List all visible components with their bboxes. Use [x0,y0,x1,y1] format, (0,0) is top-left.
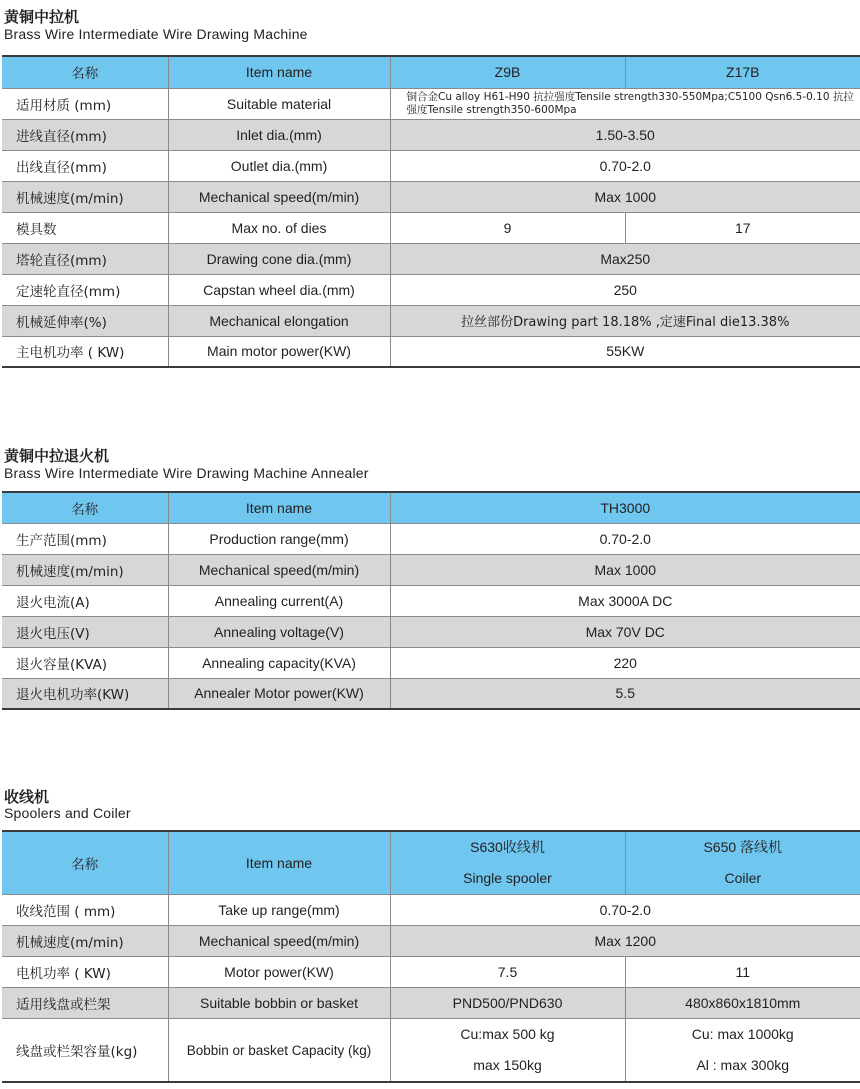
row-label-zh: 机械延伸率(%) [2,305,168,336]
row-value: 0.70-2.0 [390,150,860,181]
table-row [2,585,860,616]
row-label-en: Take up range(mm) [168,895,390,926]
row-value: 5.5 [390,678,860,709]
table-row [2,88,860,119]
table-header-row [2,831,860,895]
row-label-en: Motor power(KW) [168,957,390,988]
section2-title-zh: 黄铜中拉退火机 [4,447,110,465]
section1-spec-table [2,55,860,368]
row-label-zh: 线盘或栏架容量(kg) [2,1019,168,1083]
header-s650-en: Coiler [724,870,762,886]
table-row [2,274,860,305]
section2-spec-table [2,491,860,710]
row-value-s630: 7.5 [390,957,625,988]
row-label-en: Mechanical speed(m/min) [168,554,390,585]
row-label-zh: 退火电机功率(KW) [2,678,168,709]
row-label-en: Annealing voltage(V) [168,616,390,647]
row-label-en: Suitable material [168,88,390,119]
row-label-en: Capstan wheel dia.(mm) [168,274,390,305]
table-row [2,616,860,647]
row-value: 0.70-2.0 [390,523,860,554]
row-label-zh: 收线范围 ( mm) [2,895,168,926]
row-value: 220 [390,647,860,678]
section3-title-en: Spoolers and Coiler [4,805,131,821]
section3-title-zh: 收线机 [4,788,50,806]
header-model-th3000: TH3000 [390,492,860,523]
table-row [2,181,860,212]
row-label-en: Mechanical speed(m/min) [168,181,390,212]
header-item-name: Item name [168,831,390,895]
row-label-en: Mechanical elongation [168,305,390,336]
table-row [2,554,860,585]
section1-title-zh: 黄铜中拉机 [4,8,80,26]
row-label-zh: 退火容量(KVA) [2,647,168,678]
row-value-z17b: 17 [625,212,860,243]
row-value: Max250 [390,243,860,274]
row-label-en: Annealing capacity(KVA) [168,647,390,678]
row-value: 1.50-3.50 [390,119,860,150]
row-value: 拉丝部份Drawing part 18.18% ,定速Final die13.38% [390,305,860,336]
row-label-en: Bobbin or basket Capacity (kg) [168,1019,390,1083]
table-row [2,119,860,150]
capacity-al-s650: Al : max 300kg [696,1057,790,1073]
row-label-zh: 适用线盘或栏架 [2,988,168,1019]
row-label-en: Main motor power(KW) [168,336,390,367]
row-label-zh: 生产范围(mm) [2,523,168,554]
header-name-zh: 名称 [2,492,168,523]
row-label-en: Annealer Motor power(KW) [168,678,390,709]
table-row [2,243,860,274]
row-label-en: Production range(mm) [168,523,390,554]
row-value-s650: 11 [625,957,860,988]
row-label-zh: 电机功率 ( KW) [2,957,168,988]
table-row [2,988,860,1019]
row-value: 250 [390,274,860,305]
table-row [2,336,860,367]
row-label-en: Suitable bobbin or basket [168,988,390,1019]
table-row [2,212,860,243]
row-label-zh: 出线直径(mm) [2,150,168,181]
row-label-zh: 塔轮直径(mm) [2,243,168,274]
row-value: Max 70V DC [390,616,860,647]
row-value: Max 3000A DC [390,585,860,616]
section1-title-en: Brass Wire Intermediate Wire Drawing Machine [4,26,308,42]
row-label-zh: 模具数 [2,212,168,243]
table-row [2,926,860,957]
table-row [2,1019,860,1083]
row-value: Max 1200 [390,926,860,957]
row-value: Max 1000 [390,181,860,212]
capacity-cu-s630: Cu:max 500 kg [460,1026,555,1042]
row-label-en: Max no. of dies [168,212,390,243]
table-row [2,957,860,988]
section2-title-en: Brass Wire Intermediate Wire Drawing Machine Annealer [4,465,369,481]
row-value-s630 [390,1019,625,1083]
table-row [2,523,860,554]
header-item-name: Item name [168,492,390,523]
row-value-s650 [625,1019,860,1083]
capacity-al-s630: max 150kg [473,1057,542,1073]
row-label-en: Annealing current(A) [168,585,390,616]
header-name-zh: 名称 [2,831,168,895]
row-label-zh: 定速轮直径(mm) [2,274,168,305]
header-model-s630 [390,831,625,895]
header-s630-zh: S630收线机 [470,839,545,855]
row-label-en: Drawing cone dia.(mm) [168,243,390,274]
row-label-zh: 适用材质 (mm) [2,88,168,119]
table-row [2,150,860,181]
row-label-zh: 退火电流(A) [2,585,168,616]
header-item-name: Item name [168,56,390,88]
header-s630-en: Single spooler [463,870,552,886]
row-label-en: Mechanical speed(m/min) [168,926,390,957]
header-model-s650 [625,831,860,895]
header-s650-zh: S650 落线机 [703,839,783,855]
row-label-zh: 机械速度(m/min) [2,926,168,957]
header-model-z17b: Z17B [625,56,860,88]
row-label-en: Outlet dia.(mm) [168,150,390,181]
row-value-s650: 480x860x1810mm [625,988,860,1019]
row-value: Max 1000 [390,554,860,585]
table-row [2,647,860,678]
row-value: 铜合金Cu alloy H61-H90 抗拉强度Tensile strength330-550Mpa;C5100 Qsn6.5-0.10 抗拉强度Tensile strength350-600Mpa [390,88,860,119]
header-name-zh: 名称 [2,56,168,88]
row-value: 0.70-2.0 [390,895,860,926]
capacity-cu-s650: Cu: max 1000kg [691,1026,794,1042]
table-row [2,895,860,926]
header-model-z9b: Z9B [390,56,625,88]
row-label-zh: 进线直径(mm) [2,119,168,150]
row-label-zh: 机械速度(m/min) [2,554,168,585]
row-label-zh: 主电机功率 ( KW) [2,336,168,367]
row-label-en: Inlet dia.(mm) [168,119,390,150]
table-row [2,305,860,336]
row-label-zh: 退火电压(V) [2,616,168,647]
row-label-zh: 机械速度(m/min) [2,181,168,212]
row-value: 55KW [390,336,860,367]
row-value-z9b: 9 [390,212,625,243]
table-header-row [2,492,860,523]
table-row [2,678,860,709]
table-header-row [2,56,860,88]
section3-spec-table [2,830,860,1083]
row-value-s630: PND500/PND630 [390,988,625,1019]
